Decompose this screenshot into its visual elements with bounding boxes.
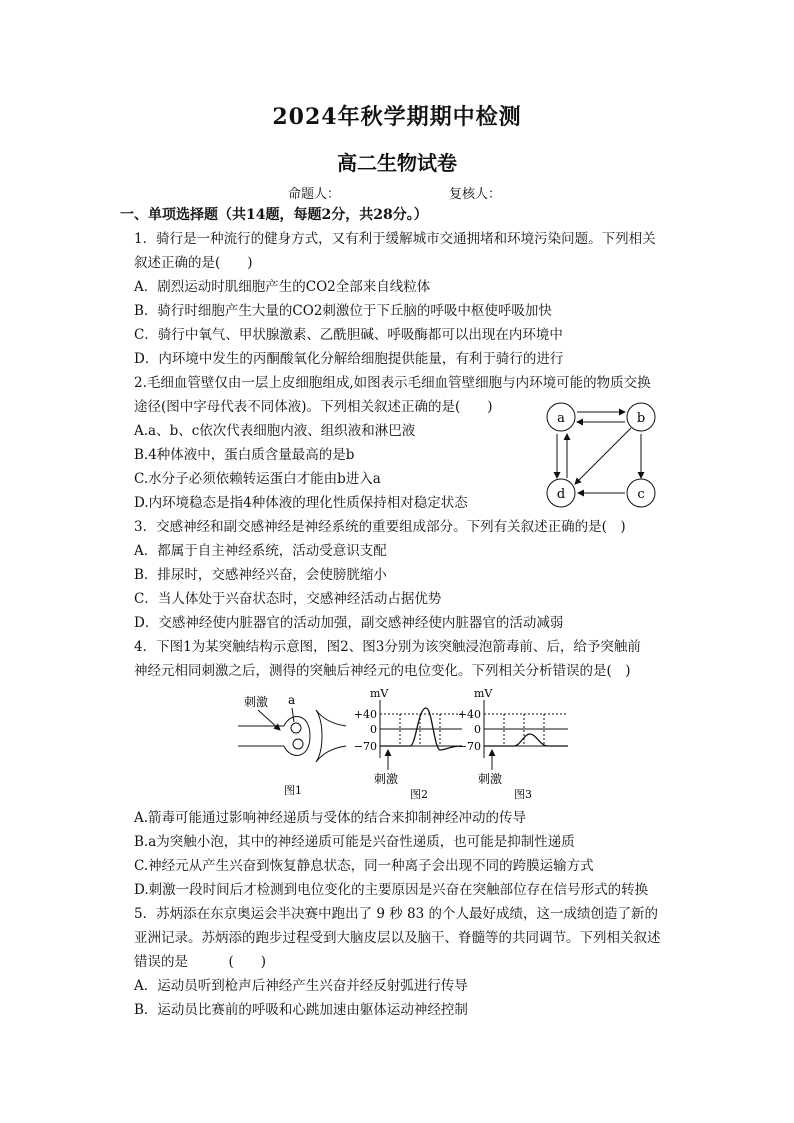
fig1-vesicle-label: a bbox=[288, 693, 296, 707]
postsynaptic-lower bbox=[316, 746, 346, 762]
q4-stem-line1: 4．下图1为某突触结构示意图，图2、图3分别为该突触浸泡箭毒前、后，给予突触前 bbox=[134, 639, 641, 655]
q1-option-a: A．剧烈运动时肌细胞产生的CO2全部来自线粒体 bbox=[134, 279, 431, 295]
q1-option-d: D．内环境中发生的丙酮酸氧化分解给细胞提供能量，有利于骑行的进行 bbox=[134, 351, 564, 367]
fig2-unit-label: mV bbox=[370, 687, 389, 700]
q2-option-c: C.水分子必须依赖转运蛋白才能由b进入a bbox=[134, 471, 381, 487]
exam-subtitle: 高二生物试卷 bbox=[337, 151, 457, 175]
q3-option-d: D．交感神经使内脏器官的活动加强，副交感神经使内脏器官的活动减弱 bbox=[134, 615, 564, 631]
exam-title: 2024年秋学期期中检测 bbox=[272, 104, 522, 130]
vesicle-2 bbox=[293, 739, 303, 749]
fig1-caption: 图1 bbox=[284, 784, 302, 797]
node-b-label: b bbox=[636, 411, 646, 426]
q5-stem-line3: 错误的是 ( ) bbox=[134, 954, 267, 970]
fig3-tick-top: +40 bbox=[457, 708, 481, 721]
fig3-caption: 图3 bbox=[514, 788, 532, 801]
q5-option-b: B．运动员比赛前的呼吸和心跳加速由躯体运动神经控制 bbox=[134, 1002, 468, 1018]
q1-option-c: C．骑行中氧气、甲状腺激素、乙酰胆碱、呼吸酶都可以出现在内环境中 bbox=[134, 327, 563, 343]
fig2-caption: 图2 bbox=[410, 788, 428, 801]
fluid-exchange-diagram bbox=[535, 396, 665, 514]
figure3-potential-after bbox=[456, 686, 572, 801]
fig1-stimulus-label: 刺激 bbox=[244, 695, 269, 709]
figure2-potential-before bbox=[352, 686, 464, 801]
q4-option-b: B.a为突触小泡，其中的神经递质可能是兴奋性递质，也可能是抑制性递质 bbox=[134, 834, 575, 850]
fig3-tick-mid: 0 bbox=[474, 723, 481, 736]
fig3-stimulus-label: 刺激 bbox=[478, 772, 503, 786]
node-d-label: d bbox=[556, 487, 566, 502]
fig3-potential-curve bbox=[484, 734, 568, 746]
fig3-unit-label: mV bbox=[474, 687, 493, 700]
q4-option-a: A.箭毒可能通过影响神经递质与受体的结合来抑制神经冲动的传导 bbox=[134, 810, 527, 826]
fig2-tick-bot: −70 bbox=[353, 740, 377, 753]
vesicle-1 bbox=[291, 723, 301, 733]
q3-option-b: B．排尿时，交感神经兴奋，会使膀胱缩小 bbox=[134, 567, 387, 583]
q1-option-b: B．骑行时细胞产生大量的CO2刺激位于下丘脑的呼吸中枢使呼吸加快 bbox=[134, 303, 552, 319]
q4-stem-line2: 神经元相同刺激之后，测得的突触后神经元的电位变化。下列相关分析错误的是( ) bbox=[134, 663, 631, 679]
postsynaptic-upper bbox=[316, 710, 346, 726]
postsynaptic-membrane bbox=[316, 710, 322, 762]
q2-option-a: A.a、b、c依次代表细胞内液、组织液和淋巴液 bbox=[134, 423, 416, 439]
q3-option-a: A．都属于自主神经系统，活动受意识支配 bbox=[134, 543, 387, 559]
author-label: 命题人： bbox=[288, 187, 341, 202]
reviewer-label: 复核人： bbox=[449, 187, 502, 202]
synapse-figure bbox=[232, 688, 350, 800]
fig2-tick-mid: 0 bbox=[370, 723, 377, 736]
presynaptic-terminal bbox=[284, 717, 310, 756]
fig1-stimulus-arrow bbox=[258, 710, 280, 730]
q1-stem-line2: 叙述正确的是( ) bbox=[134, 255, 253, 271]
q3-stem: 3．交感神经和副交感神经是神经系统的重要组成部分。下列有关叙述正确的是( ) bbox=[134, 519, 626, 535]
q4-option-c: C.神经元从产生兴奋到恢复静息状态，同一种离子会出现不同的跨膜运输方式 bbox=[134, 858, 594, 874]
q2-option-b: B.4种体液中，蛋白质含量最高的是b bbox=[134, 447, 355, 463]
q3-option-c: C．当人体处于兴奋状态时，交感神经活动占据优势 bbox=[134, 591, 442, 607]
fig2-stimulus-label: 刺激 bbox=[374, 772, 399, 786]
q5-stem-line1: 5．苏炳添在东京奥运会半决赛中跑出了 9 秒 83 的个人最好成绩，这一成绩创造了新的 bbox=[134, 906, 659, 922]
arrow-b-to-d bbox=[575, 428, 631, 484]
fig1-vesicle-pointer bbox=[292, 708, 294, 722]
q1-stem-line1: 1．骑行是一种流行的健身方式，又有利于缓解城市交通拥堵和环境污染问题。下列相关 bbox=[134, 231, 656, 247]
q2-stem-line1: 2.毛细血管壁仅由一层上皮细胞组成,如图表示毛细血管壁细胞与内环境可能的物质交换 bbox=[134, 375, 651, 391]
section-heading: 一、单项选择题（共14题，每题2分，共28分。） bbox=[120, 207, 428, 223]
fig2-tick-top: +40 bbox=[353, 708, 377, 721]
q2-option-d: D.内环境稳态是指4种体液的理化性质保持相对稳定状态 bbox=[134, 495, 468, 511]
node-c-label: c bbox=[637, 487, 645, 502]
q5-option-a: A．运动员听到枪声后神经产生兴奋并经反射弧进行传导 bbox=[134, 978, 468, 994]
node-a-label: a bbox=[557, 411, 565, 426]
q5-stem-line2: 亚洲记录。苏炳添的跑步过程受到大脑皮层以及脑干、脊髓等的共同调节。下列相关叙述 bbox=[134, 930, 661, 946]
q4-option-d: D.刺激一段时间后才检测到电位变化的主要原因是兴奋在突触部位存在信号形式的转换 bbox=[134, 882, 649, 898]
q2-stem-line2: 途径(图中字母代表不同体液)。下列相关叙述正确的是( ) bbox=[134, 399, 493, 415]
fig3-tick-bot: −70 bbox=[457, 740, 481, 753]
